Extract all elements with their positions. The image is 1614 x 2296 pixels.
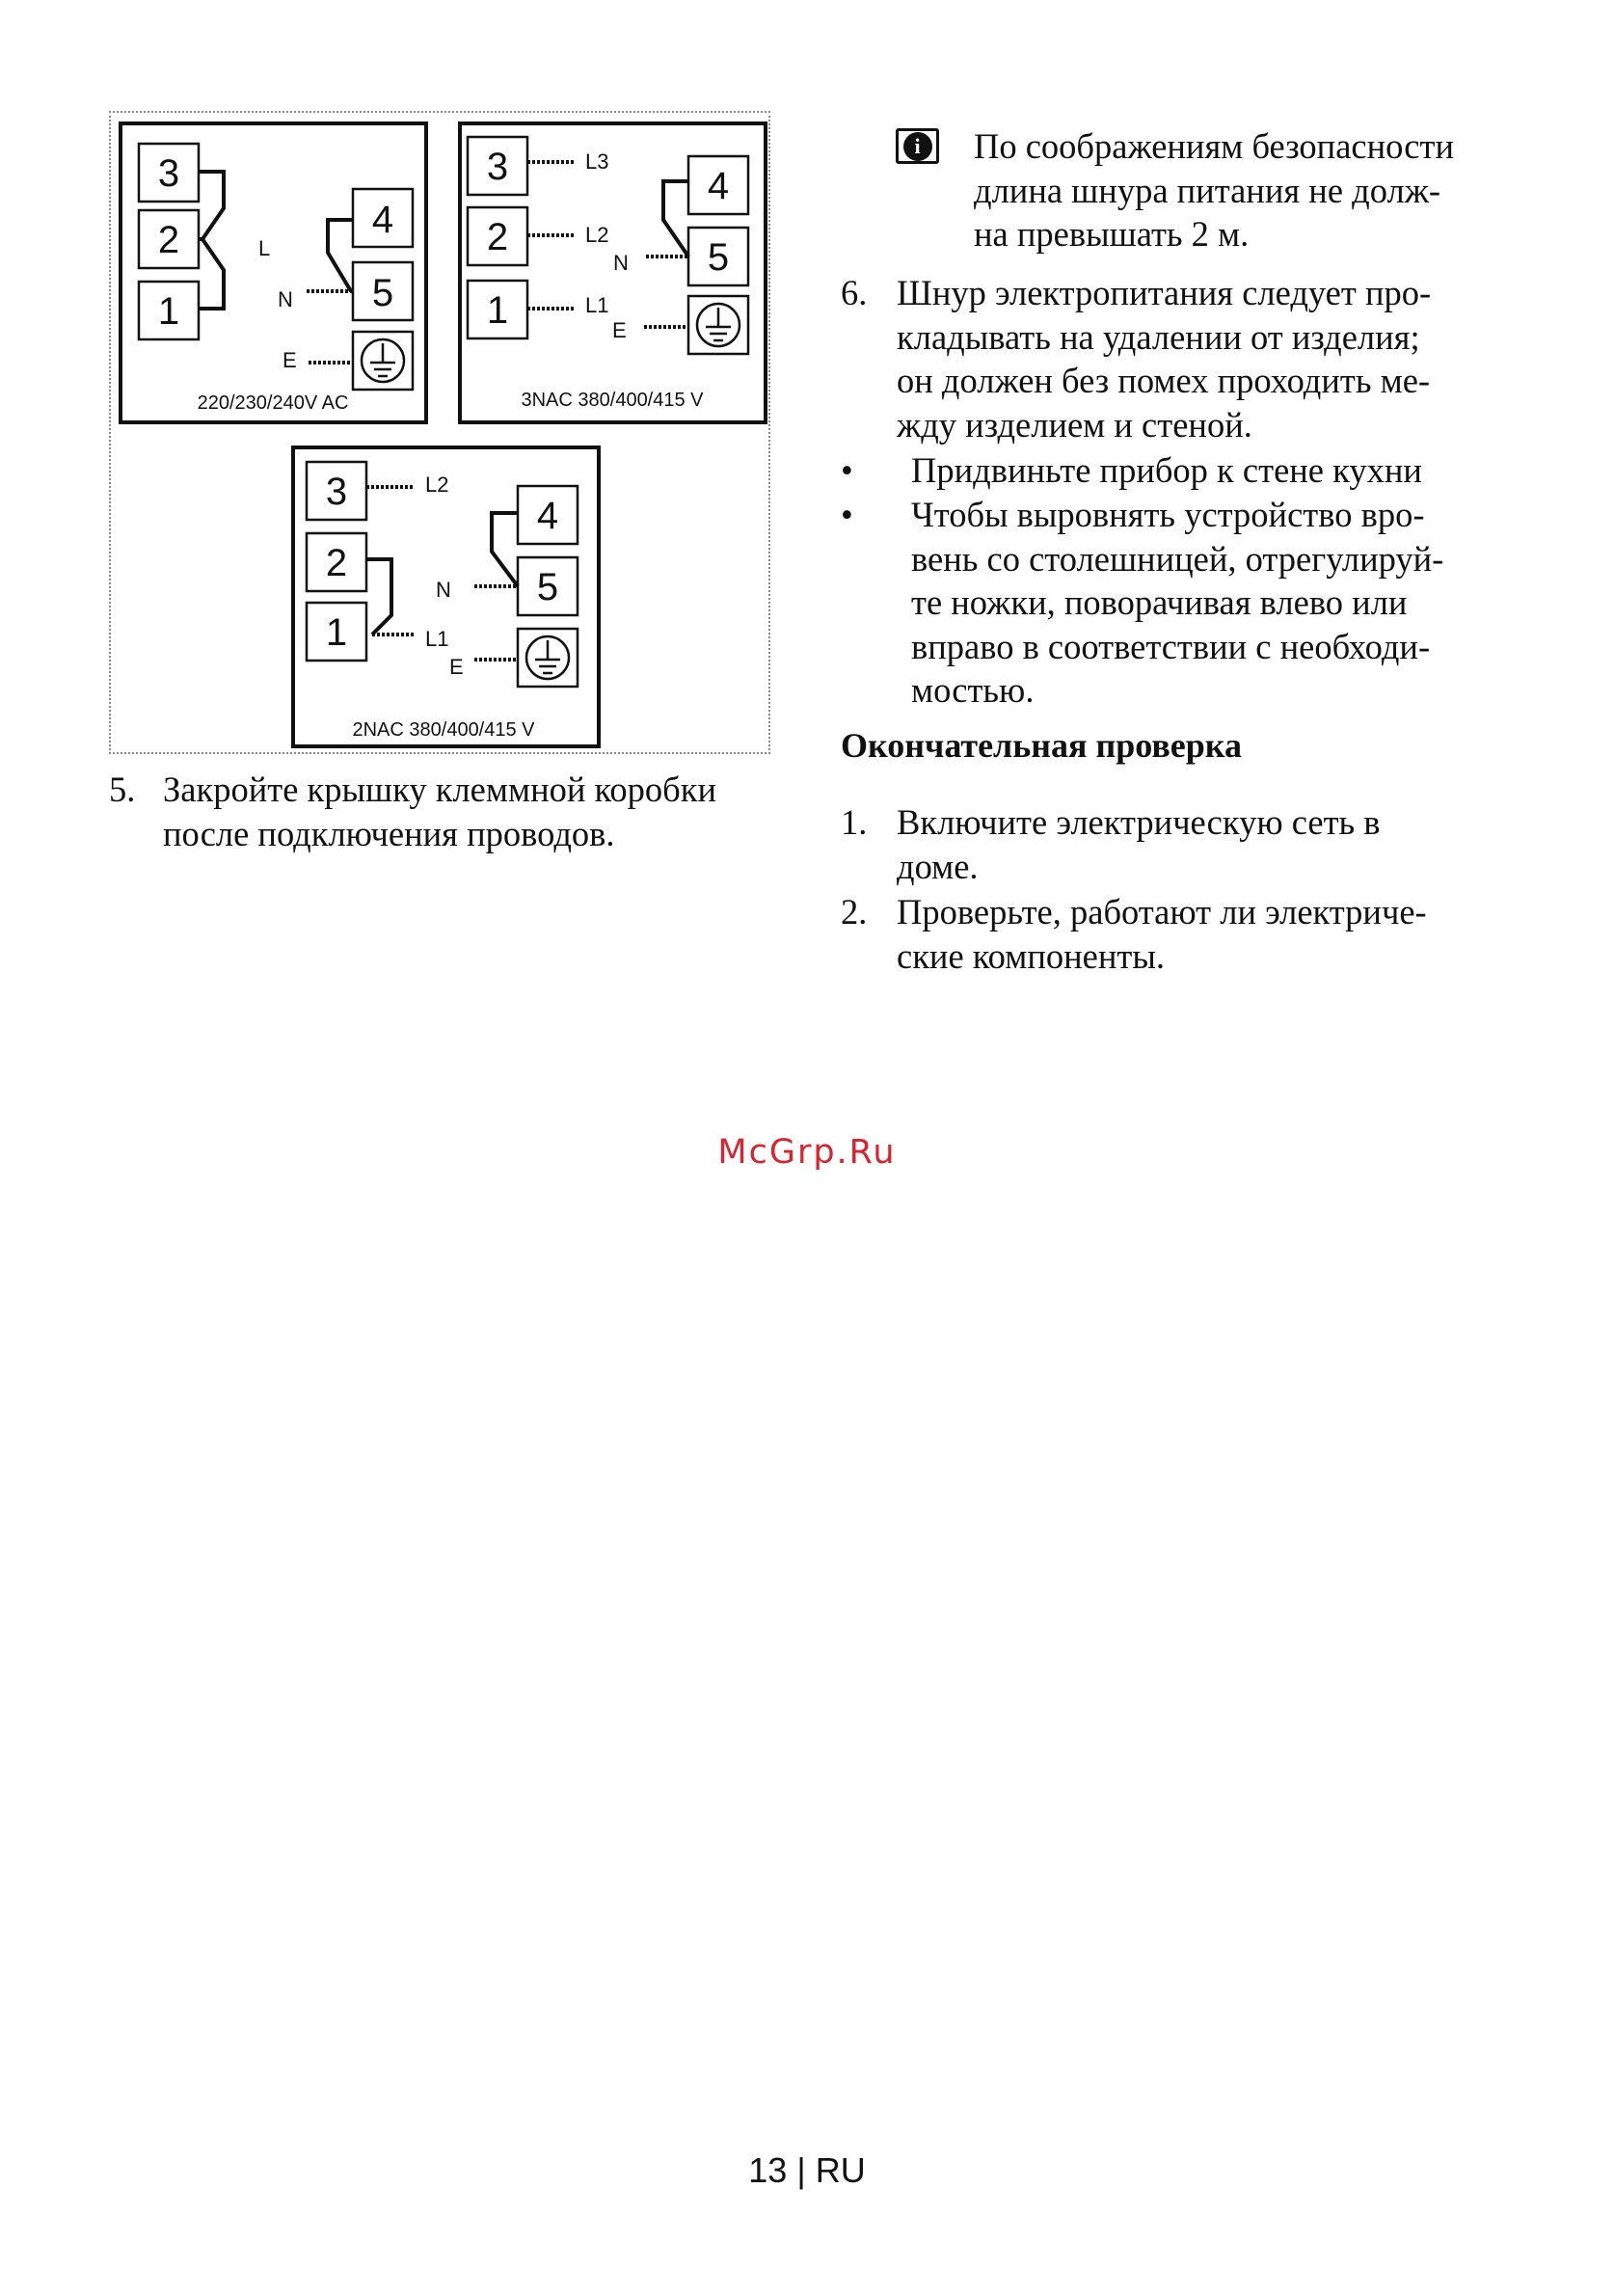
item-line: Включите электрическую сеть в — [897, 802, 1381, 842]
terminal-5-label: 5 — [536, 566, 559, 608]
step-line: после подключения проводов. — [163, 813, 615, 853]
step-line: жду изделием и стеной. — [897, 404, 1252, 445]
label-N: N — [436, 578, 451, 602]
label-N: N — [613, 251, 629, 275]
terminal-2-label: 2 — [157, 219, 180, 261]
terminal-4-label: 4 — [371, 199, 394, 241]
terminal-1-label: 1 — [486, 289, 509, 332]
terminal-2-label: 2 — [325, 542, 348, 584]
bullet-marker: • — [841, 450, 853, 490]
bullet-line: Чтобы выровнять устройство вро- — [911, 495, 1425, 534]
bullet-line: те ножки, поворачивая влево или — [911, 582, 1408, 622]
label-L3: L3 — [585, 149, 609, 174]
diagram-caption: 220/230/240V AC — [197, 392, 349, 414]
page-number: 13 — [748, 2150, 788, 2190]
step-line: Шнур электропитания следует про- — [897, 273, 1432, 312]
diagram-caption: 2NAC 380/400/415 V — [352, 719, 535, 741]
step-line: кладывать на удалении от изделия; — [897, 316, 1420, 357]
terminal-5-label: 5 — [707, 236, 730, 279]
terminal-3-label: 3 — [486, 146, 509, 188]
bullet-line: вень со столешницей, отрегулируй- — [911, 538, 1444, 579]
bullet-marker: • — [841, 495, 853, 534]
terminal-4-label: 4 — [707, 165, 730, 207]
label-E: E — [282, 348, 297, 372]
step-line: Закройте крышку клеммной коробки — [163, 770, 716, 809]
note-line: По соображениям безопасности — [974, 126, 1454, 166]
terminal-3-label: 3 — [157, 152, 180, 195]
label-L2: L2 — [425, 473, 449, 497]
item-line: доме. — [897, 846, 979, 886]
safety-note — [974, 124, 1454, 257]
bullet-line: Придвиньте прибор к стене кухни — [911, 450, 1422, 490]
terminal-5-label: 5 — [371, 272, 394, 314]
info-icon: i — [896, 128, 939, 164]
label-E: E — [449, 655, 464, 679]
item-line: Проверьте, работают ли электриче- — [897, 892, 1427, 932]
terminal-3-label: 3 — [325, 471, 348, 513]
watermark[interactable]: McGrp.Ru — [717, 1133, 897, 1172]
label-E: E — [612, 318, 627, 342]
label-N: N — [278, 287, 293, 311]
terminal-4-label: 4 — [536, 495, 559, 537]
step-line: он должен без помех проходить ме- — [897, 361, 1431, 400]
bullet-line: вправо в соответствии с необходи- — [911, 626, 1431, 666]
item-line: ские компоненты. — [897, 935, 1165, 976]
label-L: L — [258, 236, 271, 260]
step-number: 5. — [109, 770, 136, 809]
section-heading: Окончательная проверка — [841, 726, 1243, 765]
terminal-1-label: 1 — [325, 611, 348, 654]
note-line: длина шнура питания не долж- — [974, 170, 1441, 210]
footer-separator: | — [796, 2150, 806, 2190]
note-line: на превышать 2 м. — [974, 214, 1250, 254]
diagram-caption: 3NAC 380/400/415 V — [521, 390, 704, 411]
item-number: 2. — [841, 892, 868, 932]
bullet-line: мостью. — [911, 670, 1035, 710]
step-number: 6. — [841, 273, 868, 312]
item-number: 1. — [841, 802, 868, 842]
label-L1: L1 — [425, 627, 449, 651]
language-code: RU — [815, 2150, 866, 2190]
label-L2: L2 — [585, 223, 609, 247]
page-footer — [0, 2150, 1614, 2191]
diagram-single-phase — [121, 123, 426, 422]
terminal-2-label: 2 — [486, 216, 509, 258]
label-L1: L1 — [585, 293, 609, 317]
terminal-1-label: 1 — [157, 290, 180, 333]
diagram-three-phase — [460, 123, 766, 422]
diagram-two-phase — [293, 447, 599, 746]
